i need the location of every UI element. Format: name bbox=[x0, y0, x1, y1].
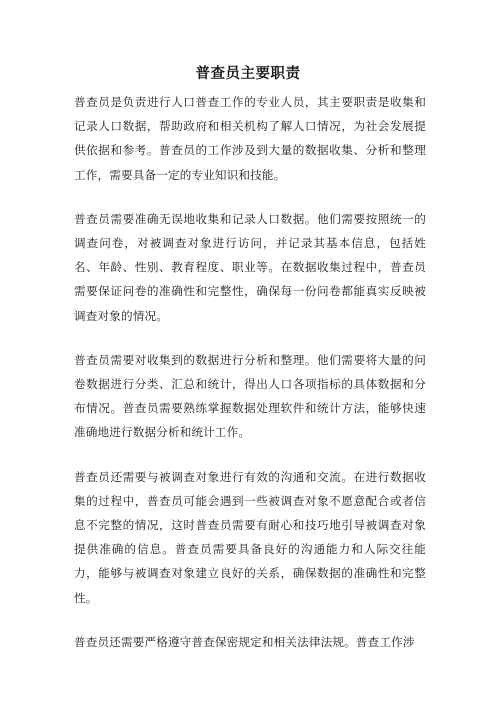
document-title: 普查员主要职责 bbox=[195, 66, 301, 82]
document-body bbox=[74, 90, 426, 674]
paragraph-4: 普查员还需要与被调查对象进行有效的沟通和交流。在进行数据收集的过程中，普查员可能会遇到一些被调查对象不愿意配合或者信息不完整的情况，这时普查员需要有耐心和技巧地引导被调查对象提供准确的信息。普查员需要具备良好的沟通能力和人际交往能力，能够与被调查对象建立良好的关系，确保数据的准确性和完整性。 bbox=[74, 469, 426, 605]
paragraph-5: 普查员还需要严格遵守普查保密规定和相关法律法规。普查工作涉 bbox=[74, 634, 415, 649]
paragraph-2: 普查员需要准确无误地收集和记录人口数据。他们需要按照统一的调查问卷，对被调查对象进行访问，并记录其基本信息，包括姓名、年龄、性别、教育程度、职业等。在数据收集过程中，普查员需要保证问卷的准确性和完整性，确保每一份问卷都能真实反映被调查对象的情况。 bbox=[74, 211, 426, 323]
paragraph-1: 普查员是负责进行人口普查工作的专业人员，其主要职责是收集和记录人口数据，帮助政府和相关机构了解人口情况，为社会发展提供依据和参考。普查员的工作涉及到大量的数据收集、分析和整理工作，需要具备一定的专业知识和技能。 bbox=[74, 95, 426, 182]
paragraph-3: 普查员需要对收集到的数据进行分析和整理。他们需要将大量的问卷数据进行分类、汇总和统计，得出人口各项指标的具体数据和分布情况。普查员需要熟练掌握数据处理软件和统计方法，能够快速准确地进行数据分析和统计工作。 bbox=[74, 352, 426, 440]
